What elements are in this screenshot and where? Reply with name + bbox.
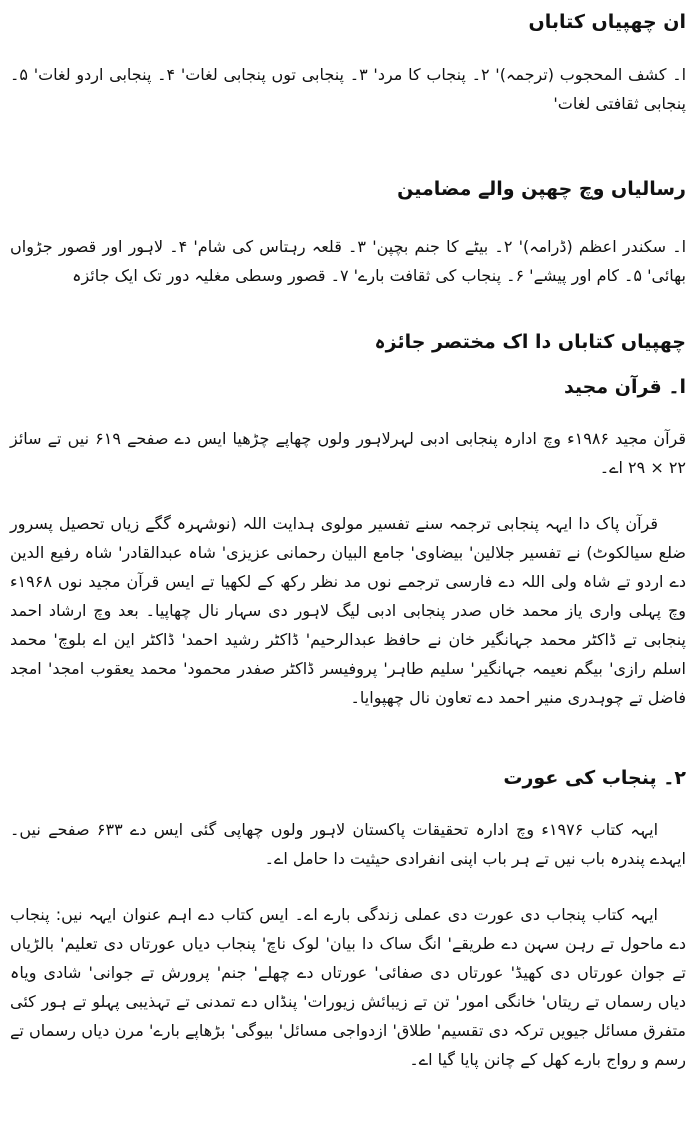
heading-quran: ا۔ قرآن مجید: [563, 376, 686, 398]
woman-paragraph-2: ایہہ کتاب پنجاب دی عورت دی عملی زندگی بارے اے۔ ایس کتاب دے اہم عنوان ایہہ نیں: پنجاب دے ماحول تے رہن سہن دے طریقے' انگ ساک دا بیان' لوک ناچ' پنجاب دیاں عورتاں دی تعلیم' بالڑیاں تے جوان عورتاں دی کھیڈ' عورتاں دی صفائی' عورتاں دے چھلے' جنم' پرورش تے جوانی' شادی ویاہ دیاں رسماں تے ریتاں' خانگی امور' تن تے زیبائش زیورات' پنڈاں دے تمدنی تے تہذیبی پہلو تے ہور کئی متفرق مسائل جیویں ترکہ دی تقسیم' طلاق' ازدواجی مسائل' بیوگی' بڑھاپے بارے' مرن دیاں رسماں تے رسم و رواج بارے کھل کے چانن پایا گیا اے۔: [10, 905, 686, 1069]
heading-published-books: ان چھپیاں کتاباں: [528, 11, 686, 33]
quran-paragraph-2: قرآن پاک دا ایہہ پنجابی ترجمہ سنے تفسیر مولوی ہدایت اللہ (نوشہرہ گگے زیاں تحصیل پسرور ضلع سیالکوٹ) نے تفسیر جلالین' بیضاوی' جامع البیان رحمانی عزیزی' شاہ عبدالقادر' شاہ رفیع الدین دے اردو تے شاہ ولی اللہ دے فارسی ترجمے نوں مد نظر رکھ کے لکھیا تے ایس قرآن مجید نوں ۱۹۶۸ء وچ پہلی واری یاز محمد خاں صدر پنجابی ادبی لیگ لاہور دی سہار نال چھاپیا۔ بعد وچ ارشاد احمد پنجابی تے ڈاکٹر محمد جہانگیر خان نے حافظ عبدالرحیم' ڈاکٹر رشید احمد' ڈاکٹر این اے بلوچ' محمد اسلم رازی' بیگم نعیمہ جہانگیر' سلیم طاہر' پروفیسر ڈاکٹر صفدر محمود' محمد یعقوب امجد' امجد فاضل تے چوہدری منیر احمد دے تعاون نال چھپوایا۔: [10, 514, 686, 707]
heading-magazine-articles: رسالیاں وچ چھپن والے مضامین: [397, 178, 686, 200]
heading-brief-review: چھپیاں کتاباں دا اک مختصر جائزہ: [374, 331, 686, 353]
quran-paragraph-1: قرآن مجید ۱۹۸۶ء وچ ادارہ پنجابی ادبی لہرلاہور ولوں چھاپے چڑھیا ایس دے صفحے ۶۱۹ نیں تے سائز ۲۲ × ۲۹ اے۔: [10, 429, 687, 477]
published-books-list: ا۔ کشف المحجوب (ترجمہ)' ۲۔ پنجاب کا مرد' ۳۔ پنجابی توں پنجابی لغات' ۴۔ پنجابی اردو لغات' ۵۔ پنجابی ثقافتی لغات': [10, 65, 687, 113]
heading-punjab-woman: ۲۔ پنجاب کی عورت: [503, 767, 686, 789]
magazine-articles-list: ا۔ سکندر اعظم (ڈرامہ)' ۲۔ بیٹے کا جنم بچپن' ۳۔ قلعہ رہتاس کی شام' ۴۔ لاہور اور قصور جڑواں بھائی' ۵۔ کام اور پیشے' ۶۔ پنجاب کی ثقافت بارے' ۷۔ قصور وسطی مغلیہ دور تک ایک جائزہ: [10, 237, 687, 285]
woman-paragraph-1: ایہہ کتاب ۱۹۷۶ء وچ ادارہ تحقیقات پاکستان لاہور ولوں چھاپی گئی ایس دے ۶۳۳ صفحے نیں۔ ایہدے پندرہ باب نیں تے ہر باب اپنی انفرادی حیثیت دا حامل اے۔: [10, 820, 686, 868]
